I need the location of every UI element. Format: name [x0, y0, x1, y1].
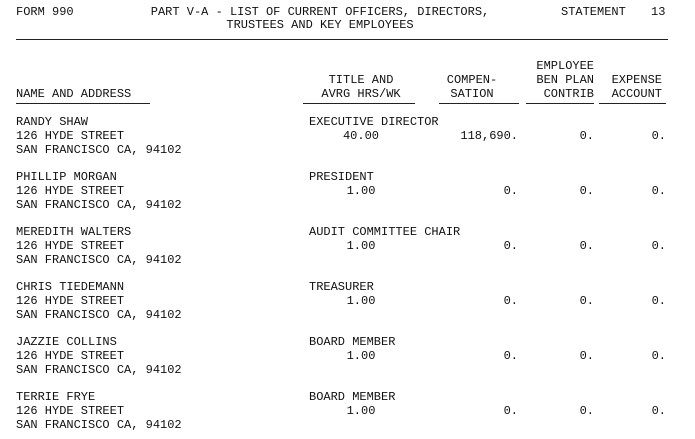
officer-name: TERRIE FRYE [16, 390, 96, 404]
officer-compensation: 0. [503, 294, 518, 308]
officer-street: 126 HYDE STREET [16, 294, 125, 308]
officer-compensation: 0. [503, 239, 518, 253]
col-comp-underline [439, 103, 519, 104]
col-title-line1: TITLE AND [328, 73, 394, 87]
col-comp-line1: COMPEN- [446, 73, 498, 87]
officer-expense: 0. [651, 184, 666, 198]
officer-city: SAN FRANCISCO CA, 94102 [16, 198, 182, 212]
officer-hours: 1.00 [346, 239, 376, 253]
officer-benefits: 0. [579, 184, 594, 198]
officer-hours: 1.00 [346, 349, 376, 363]
officer-compensation: 118,690. [460, 129, 518, 143]
officer-compensation: 0. [503, 184, 518, 198]
report-title-line2: TRUSTEES AND KEY EMPLOYEES [226, 18, 414, 32]
col-name-underline [16, 103, 150, 104]
officer-street: 126 HYDE STREET [16, 239, 125, 253]
header-rule [16, 39, 668, 40]
col-exp-line1: EXPENSE [611, 73, 662, 87]
col-comp-line2: SATION [450, 87, 494, 101]
officer-title: BOARD MEMBER [309, 335, 396, 349]
officer-city: SAN FRANCISCO CA, 94102 [16, 143, 182, 157]
officer-city: SAN FRANCISCO CA, 94102 [16, 308, 182, 322]
officer-city: SAN FRANCISCO CA, 94102 [16, 253, 182, 267]
col-name-address: NAME AND ADDRESS [16, 87, 132, 101]
col-ben-line2: BEN PLAN [536, 73, 594, 87]
col-ben-underline [526, 103, 594, 104]
officer-benefits: 0. [579, 349, 594, 363]
officer-city: SAN FRANCISCO CA, 94102 [16, 363, 182, 377]
officer-compensation: 0. [503, 404, 518, 418]
officer-hours: 1.00 [346, 184, 376, 198]
officer-street: 126 HYDE STREET [16, 404, 125, 418]
officer-benefits: 0. [579, 129, 594, 143]
officer-title: BOARD MEMBER [309, 390, 396, 404]
officer-benefits: 0. [579, 404, 594, 418]
col-title-underline [303, 103, 415, 104]
officer-street: 126 HYDE STREET [16, 184, 125, 198]
col-ben-line1: EMPLOYEE [536, 59, 594, 73]
col-exp-line2: ACCOUNT [611, 87, 662, 101]
col-title-line2: AVRG HRS/WK [321, 87, 401, 101]
officer-compensation: 0. [503, 349, 518, 363]
officer-expense: 0. [651, 404, 666, 418]
officer-city: SAN FRANCISCO CA, 94102 [16, 418, 182, 432]
officer-hours: 40.00 [342, 129, 379, 143]
officer-hours: 1.00 [346, 404, 376, 418]
officer-street: 126 HYDE STREET [16, 129, 125, 143]
officer-name: CHRIS TIEDEMANN [16, 280, 125, 294]
form-number: FORM 990 [16, 5, 74, 19]
officer-benefits: 0. [579, 239, 594, 253]
col-exp-underline [599, 103, 666, 104]
col-ben-line3: CONTRIB [543, 87, 594, 101]
report-title-line1: PART V-A - LIST OF CURRENT OFFICERS, DIRECTORS, [150, 5, 490, 19]
officer-title: AUDIT COMMITTEE CHAIR [309, 225, 461, 239]
officer-expense: 0. [651, 129, 666, 143]
officer-name: RANDY SHAW [16, 115, 89, 129]
officer-name: PHILLIP MORGAN [16, 170, 117, 184]
officer-title: TREASURER [309, 280, 374, 294]
officer-expense: 0. [651, 239, 666, 253]
officer-expense: 0. [651, 294, 666, 308]
officer-name: JAZZIE COLLINS [16, 335, 117, 349]
officer-expense: 0. [651, 349, 666, 363]
statement-number: 13 [651, 5, 666, 19]
officer-street: 126 HYDE STREET [16, 349, 125, 363]
officer-title: EXECUTIVE DIRECTOR [309, 115, 439, 129]
officer-benefits: 0. [579, 294, 594, 308]
officer-name: MEREDITH WALTERS [16, 225, 132, 239]
officer-hours: 1.00 [346, 294, 376, 308]
statement-label: STATEMENT [561, 5, 626, 19]
officer-title: PRESIDENT [309, 170, 374, 184]
